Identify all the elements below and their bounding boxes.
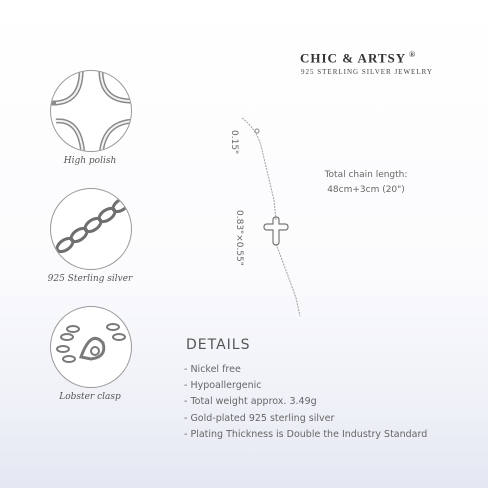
registered-mark: ® bbox=[409, 50, 417, 59]
lobster-clasp-caption: Lobster clasp bbox=[59, 392, 121, 402]
cross-pendant-icon bbox=[264, 217, 288, 245]
chain-length-info bbox=[318, 168, 414, 198]
pendant-size-label: 0.83"×0.55" bbox=[234, 210, 244, 266]
details-item: - Hypoallergenic bbox=[184, 380, 262, 392]
details-item: - Gold-plated 925 sterling silver bbox=[184, 412, 335, 424]
details-item: - Plating Thickness is Double the Industry Standard bbox=[184, 428, 428, 440]
chain-thickness-marker bbox=[255, 129, 259, 133]
chain-length-value: 48cm+3cm (20") bbox=[327, 185, 405, 195]
brand-subtitle: 925 STERLING SILVER JEWELRY bbox=[301, 68, 433, 76]
sterling-silver-caption: 925 Sterling silver bbox=[47, 274, 133, 284]
details-item: - Nickel free bbox=[184, 364, 241, 375]
details-title: DETAILS bbox=[186, 337, 251, 353]
details-list bbox=[184, 362, 427, 443]
chain-thickness-label: 0.15" bbox=[229, 130, 239, 155]
chain-length-label: Total chain length: bbox=[324, 170, 408, 180]
details-item: - Total weight approx. 3.49g bbox=[184, 396, 317, 408]
brand-name: CHIC & ARTSY ® bbox=[300, 50, 417, 66]
high-polish-caption: High polish bbox=[63, 156, 117, 166]
